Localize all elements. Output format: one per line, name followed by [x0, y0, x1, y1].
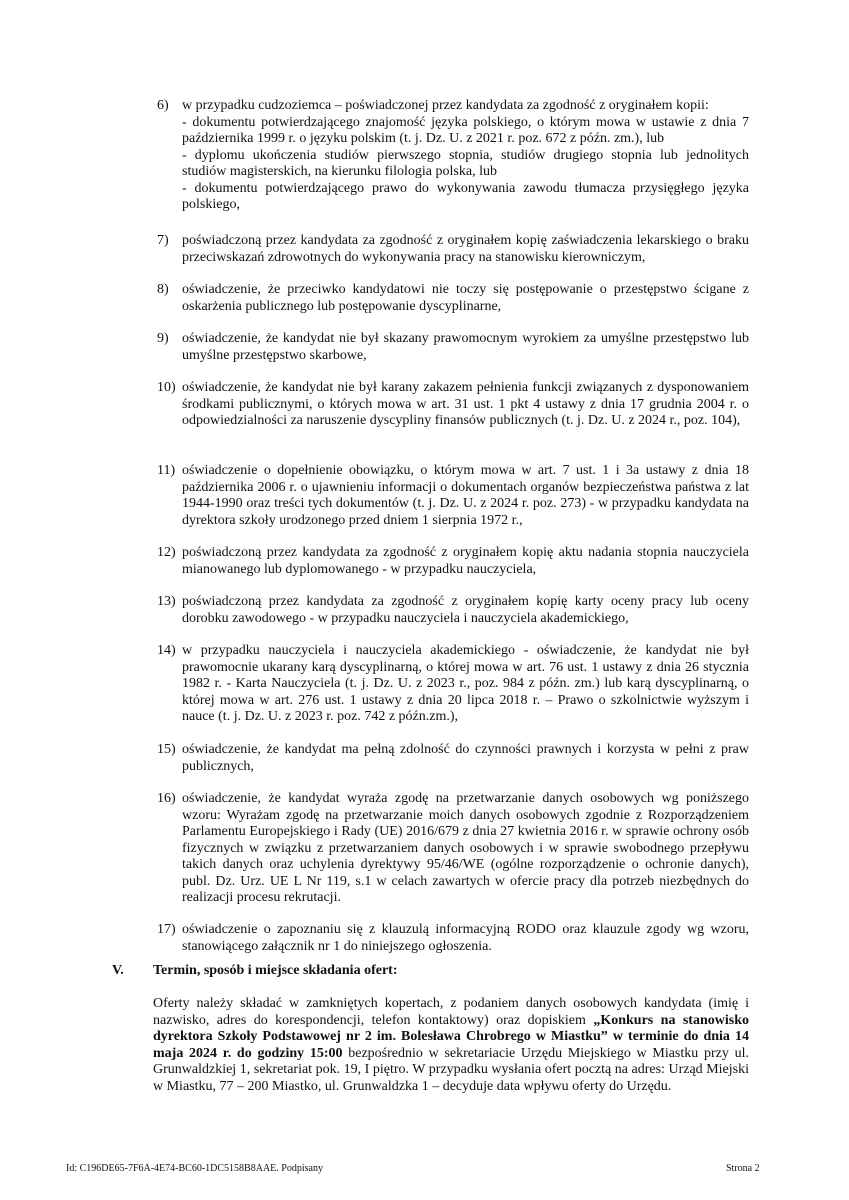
item-text: oświadczenie o zapoznaniu się z klauzulą informacyjną RODO oraz klauzule zgody wg wzoru, stanowiącego załącznik nr 1 do niniejszego ogłoszenia.	[182, 922, 749, 954]
item-number: 15)	[157, 742, 176, 757]
item-number: 8)	[157, 282, 169, 297]
item-text: oświadczenie, że kandydat wyraża zgodę na przetwarzanie danych osobowych wg poniższego wzoru: Wyrażam zgodę na przetwarzanie moich danych osobowych zgodnie z Rozporządzeniem Parlamentu Europejskiego i Rady (UE) 2016/679 z dnia 27 kwietnia 2016 r. w sprawie ochrony osób fizycznych w związku z przetwarzaniem danych osobowych i w sprawie swobodnego przepływu takich danych oraz uchylenia dyrektywy 95/46/WE (ogólne rozporządzenie o ochronie danych), publ. Dz. Urz. UE L Nr 119, s.1 w celach zawartych w ofercie pracy dla potrzeb niezbędnych do realizacji procesu rekrutacji.	[182, 791, 749, 905]
item-text: oświadczenie, że przeciwko kandydatowi nie toczy się postępowanie o przestępstwo ścigane z oskarżenia publicznego lub postępowanie dyscyplinarne,	[182, 282, 749, 314]
list-item-10	[157, 380, 749, 430]
list-item-17	[157, 922, 749, 955]
item-number: 11)	[157, 463, 176, 478]
item-text: - dyplomu ukończenia studiów pierwszego stopnia, studiów drugiego stopnia lub jednolitych studiów magisterskich, na kierunku filologia polska, lub	[182, 147, 749, 179]
list-item-6	[157, 98, 749, 214]
item-number: 9)	[157, 331, 169, 346]
list-item-9	[157, 331, 749, 364]
list-item-15	[157, 742, 749, 775]
item-text: w przypadku cudzoziemca – poświadczonej przez kandydata za zgodność z oryginałem kopii:	[182, 98, 709, 113]
item-text: oświadczenie, że kandydat ma pełną zdolność do czynności prawnych i korzysta w pełni z praw publicznych,	[182, 742, 749, 774]
item-number: 12)	[157, 545, 176, 560]
paragraph-text: Oferty należy składać w zamkniętych kopertach, z podaniem danych osobowych kandydata (imię i nazwisko, adres do korespondencji, telefon kontaktowy) oraz dopiskiem	[153, 996, 749, 1028]
paragraph-text: bezpośrednio w sekretariacie Urzędu Miejskiego w Miastku przy ul. Grunwaldzkiej 1, sekretariat pok. 19, I piętro. W przypadku wysłania ofert pocztą na adres: Urząd Miejski w Miastku, 77 – 200 Miastko, ul. Grunwaldzka 1 – decyduje data wpływu oferty do Urzędu.	[153, 1045, 749, 1094]
item-text: oświadczenie, że kandydat nie był skazany prawomocnym wyrokiem za umyślne przestępstwo lub umyślne przestępstwo skarbowe,	[182, 331, 749, 363]
paragraph-bold-text: „Konkurs na stanowisko dyrektora Szkoły Podstawowej nr 2 im. Bolesława Chrobrego w Miastku” w terminie do dnia 14 maja 2024 r. do godziny 15:00	[153, 1012, 749, 1061]
item-text: oświadczenie, że kandydat nie był karany zakazem pełnienia funkcji związanych z dysponowaniem środkami publicznymi, o których mowa w art. 31 ust. 1 pkt 4 ustawy z dnia 17 grudnia 2004 r. o odpowiedzialności za naruszenie dyscypliny finansów publicznych (t. j. Dz. U. z 2024 r., poz. 104),	[182, 380, 749, 428]
section-heading: Termin, sposób i miejsce składania ofert:	[153, 963, 398, 978]
item-number: 17)	[157, 922, 176, 937]
item-number: 6)	[157, 98, 169, 113]
section-number: V.	[112, 963, 124, 978]
item-text: oświadczenie o dopełnienie obowiązku, o którym mowa w art. 7 ust. 1 i 3a ustawy z dnia 18 października 2006 r. o ujawnieniu informacji o dokumentach organów bezpieczeństwa państwa z lat 1944-1990 oraz treści tych dokumentów (t. j. Dz. U. z 2024 r. poz. 273) - w przypadku kandydata na dyrektora szkoły urodzonego przed dniem 1 sierpnia 1972 r.,	[182, 463, 749, 528]
document-id: Id: C196DE65-7F6A-4E74-BC60-1DC5158B8AAE. Podpisany	[66, 1163, 323, 1174]
page-number: Strona 2	[726, 1163, 760, 1174]
list-item-11	[157, 463, 749, 529]
item-number: 16)	[157, 791, 176, 806]
list-item-16	[157, 791, 749, 907]
item-text: poświadczoną przez kandydata za zgodność z oryginałem kopię zaświadczenia lekarskiego o braku przeciwskazań zdrowotnych do wykonywania pracy na stanowisku kierowniczym,	[182, 233, 749, 265]
item-number: 10)	[157, 380, 176, 395]
list-item-8	[157, 282, 749, 315]
list-item-13	[157, 594, 749, 627]
item-text: poświadczoną przez kandydata za zgodność z oryginałem kopię karty oceny pracy lub oceny dorobku zawodowego - w przypadku nauczyciela i nauczyciela akademickiego,	[182, 594, 749, 626]
list-item-7	[157, 233, 749, 266]
item-text: w przypadku nauczyciela i nauczyciela akademickiego - oświadczenie, że kandydat nie był prawomocnie ukarany karą dyscyplinarną, o której mowa w art. 76 ust. 1 ustawy z dnia 26 stycznia 1982 r. - Karta Nauczyciela (t. j. Dz. U. z 2023 r., poz. 984 z późn. zm.) lub karą dyscyplinarną, o której mowa w art. 276 ust. 1 ustawy z dnia 20 lipca 2018 r. – Prawo o szkolnictwie wyższym i nauce (t. j. Dz. U. z 2023 r. poz. 742 z późn.zm.),	[182, 643, 749, 724]
list-item-12	[157, 545, 749, 578]
item-text: - dokumentu potwierdzającego znajomość języka polskiego, o którym mowa w ustawie z dnia 7 października 1999 r. o języku polskim (t. j. Dz. U. z 2021 r. poz. 672 z późn. zm.), lub	[182, 114, 749, 146]
item-number: 13)	[157, 594, 176, 609]
section-paragraph	[153, 996, 749, 1095]
list-item-14	[157, 643, 749, 726]
item-text: - dokumentu potwierdzającego prawo do wykonywania zawodu tłumacza przysięgłego języka polskiego,	[182, 180, 749, 212]
item-number: 14)	[157, 643, 176, 658]
item-number: 7)	[157, 233, 169, 248]
item-text: poświadczoną przez kandydata za zgodność z oryginałem kopię aktu nadania stopnia nauczyciela mianowanego lub dyplomowanego - w przypadku nauczyciela,	[182, 545, 749, 577]
